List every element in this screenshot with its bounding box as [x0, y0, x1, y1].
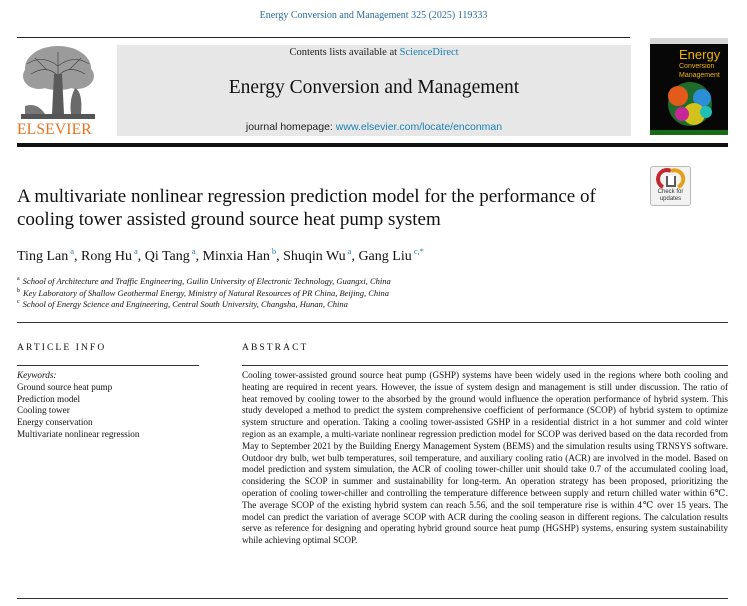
- publisher-wordmark: ELSEVIER: [17, 121, 92, 138]
- check-updates-line: Check for: [657, 189, 684, 195]
- elsevier-tree-icon: [17, 44, 99, 122]
- sciencedirect-link[interactable]: ScienceDirect: [399, 47, 459, 58]
- header-divider: [17, 143, 728, 147]
- contents-prefix: Contents lists available at: [289, 47, 400, 58]
- journal-citation[interactable]: Energy Conversion and Management 325 (2025) 119333: [259, 10, 488, 21]
- journal-cover-image[interactable]: [650, 38, 728, 135]
- author-affiliation-ref[interactable]: a: [347, 246, 352, 256]
- check-for-updates-button[interactable]: [650, 166, 691, 206]
- top-divider: [17, 37, 630, 38]
- affiliation-label: c: [17, 299, 20, 305]
- contents-available-line: [117, 47, 631, 58]
- abstract-heading: ABSTRACT: [242, 343, 309, 353]
- author-name[interactable]: Gang Liu: [358, 249, 412, 264]
- article-info-heading: ARTICLE INFO: [17, 343, 107, 353]
- article-title: A multivariate nonlinear regression prediction model for the performance of cooling tower assisted ground source heat pump system: [17, 186, 596, 230]
- affiliation: [17, 288, 389, 298]
- abstract-text: Cooling tower-assisted ground source heat pump (GSHP) systems have been widely used in the regions where both cooling and heating are required in recent years. However, the issue of system design and management is still under discussion. The ratio of heat removed by cooling tower to the absorbed by the ground would influence the operation performance of hybrid system. This study developed a method to predict the system comprehensive coefficient of performance (SCOP) of hybrid system to optimize system structure and operation. Taking a cooling tower-assisted GSHP in a residential district in a hot summer and cold winter region as an example, a multi-variate nonlinear regression prediction model for SCOP was derived based on the data recorded from May to September 2021 by the Building Energy Management System (BEMS) and the simulation results using TRNSYS software. Outdoor dry bulb, wet bulb temperatures, soil temperature, and auxiliary cooling ratio (ACR) are involved in the model. Based on model prediction and system simulation, the ACR of cooling tower-chiller unit should take 0.7 of the accumulated cooling load, considering the SCOP in summer and sustainability for long-term. An operation strategy has been proposed, prioritizing the operation of cooling tower-chiller and controlling the temperature difference between supply and return chilled water within 6℃. The average SCOP of the existing hybrid system can reach 5.56, and the soil temperature rise is within 4℃ over 15 years. The model can predict the variation of average SCOP with ACR during the cooling season in different regions. The calculation results serve as reference for designing and operating hybrid ground source heat pump (HGSHP) systems, ensuring system sustainability while achieving optimal SCOP.: [242, 370, 728, 546]
- author-affiliation-ref[interactable]: b: [271, 246, 277, 256]
- author-affiliation-ref[interactable]: c,*: [413, 246, 424, 256]
- affiliation: [17, 276, 391, 286]
- check-updates-line: updates: [659, 196, 682, 202]
- article-info-divider: [17, 365, 199, 366]
- keyword-item: Ground source heat pump: [17, 381, 113, 392]
- author-affiliation-ref[interactable]: a: [133, 246, 138, 256]
- bottom-divider: [17, 598, 728, 599]
- cover-title: [679, 48, 720, 80]
- affiliation: [17, 299, 348, 309]
- keywords-block: [17, 370, 217, 441]
- keywords-label: Keywords:: [17, 370, 57, 380]
- author-name[interactable]: Qi Tang: [144, 249, 190, 264]
- author-name[interactable]: Shuqin Wu: [283, 249, 346, 264]
- affiliation-text: Key Laboratory of Shallow Geothermal Energy, Ministry of Natural Resources of PR China, Beijing, China: [23, 288, 390, 298]
- cover-title-line: Management: [679, 72, 720, 79]
- affiliation-text: School of Energy Science and Engineering, Central South University, Changsha, Hunan, China: [22, 299, 348, 309]
- check-updates-icon: [651, 168, 690, 190]
- abstract-divider: [242, 365, 728, 366]
- affiliation-text: School of Architecture and Traffic Engineering, Guilin University of Electronic Technology, Guangxi, China: [22, 276, 391, 286]
- cover-title-line: Conversion: [679, 63, 715, 70]
- section-divider: [17, 322, 728, 323]
- author-name[interactable]: Minxia Han: [202, 249, 270, 264]
- elsevier-logo[interactable]: [17, 44, 99, 138]
- author-affiliation-ref[interactable]: a: [191, 246, 196, 256]
- homepage-prefix: journal homepage:: [245, 121, 336, 133]
- affiliation-label: a: [17, 276, 20, 282]
- keyword-item: Cooling tower: [17, 405, 70, 416]
- check-updates-label: [651, 189, 690, 203]
- keyword-item: Prediction model: [17, 393, 81, 404]
- author-name[interactable]: Rong Hu: [81, 249, 132, 264]
- cover-title-line: Energy: [679, 47, 721, 62]
- keyword-item: Multivariate nonlinear regression: [17, 428, 140, 439]
- author-name[interactable]: Ting Lan: [17, 249, 69, 264]
- affiliation-label: b: [17, 288, 20, 294]
- journal-banner: [117, 45, 631, 136]
- homepage-link[interactable]: www.elsevier.com/locate/enconman: [335, 121, 503, 133]
- journal-homepage-line: [117, 121, 631, 133]
- author-affiliation-ref[interactable]: a: [70, 246, 74, 256]
- keyword-item: Energy conservation: [17, 417, 93, 428]
- author-list: Ting Lan $^a$, Rong Hu $^a$, Qi Tang $^a$, Minxia Han $^b$, Shuqin Wu $^a$, Gang Liu $^{c,*}$: [17, 246, 424, 264]
- journal-title[interactable]: Energy Conversion and Management: [228, 77, 520, 98]
